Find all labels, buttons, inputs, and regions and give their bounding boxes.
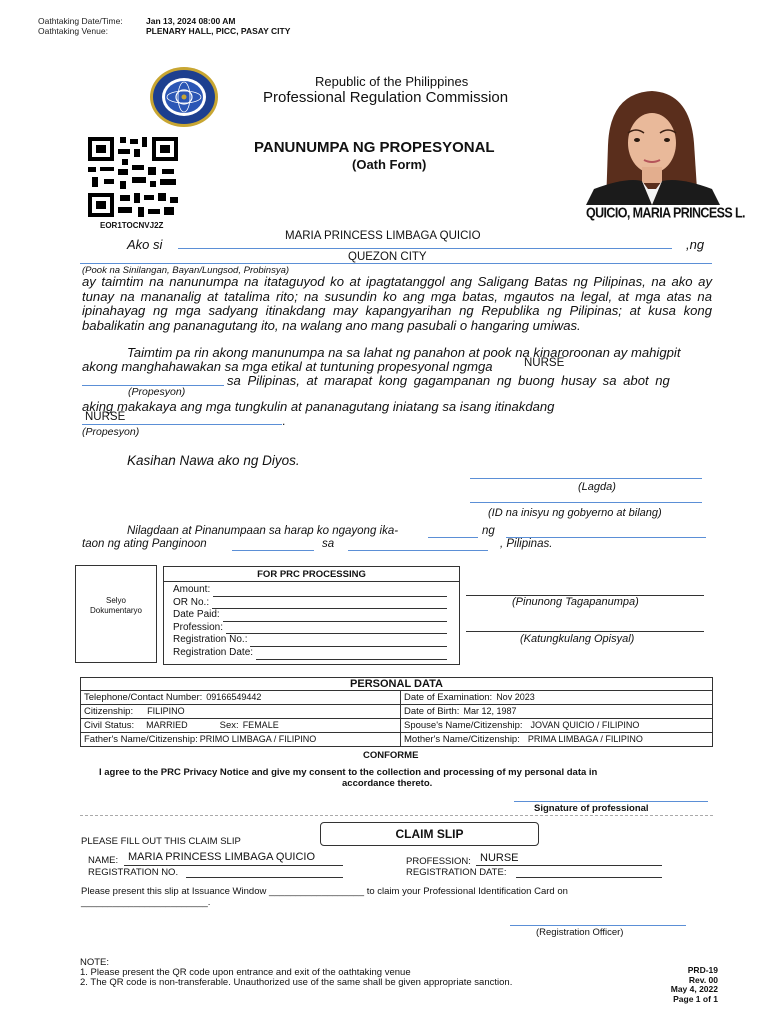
oath-paragraph-2-line-3: sa Pilipinas, at marapat kong gagampanan ng buong husay sa abot ng (227, 373, 670, 388)
katungkulang-line (466, 631, 704, 632)
dob-value: Mar 12, 1987 (463, 706, 517, 716)
lagda-label: (Lagda) (578, 481, 616, 493)
claim-profession-line (476, 865, 662, 866)
sa-text: sa (322, 538, 335, 550)
nilagdaan-text: Nilagdaan at Pinanumpaan sa harap ko ngayong ika- (127, 525, 399, 537)
prc-or-no-field[interactable]: OR No.: (173, 597, 447, 610)
nilagdaan-ng: ng (482, 525, 495, 537)
claim-present-text: Please present this slip at Issuance Window __________________ to claim your Professional Identification Card on (81, 886, 568, 897)
claim-profession-value: NURSE (480, 852, 519, 864)
civil-status-cell: Civil Status: MARRIED Sex: FEMALE (81, 719, 401, 733)
oath-paragraph-2-line-1: Taimtim pa rin akong manunumpa na sa lahat ng panahon at pook na kinaroroonan ay mahigpit (127, 345, 681, 360)
note-title: NOTE: (80, 957, 110, 968)
claim-profession-label: PROFESSION: (406, 856, 471, 867)
qr-code-text: EOR1TOCNVJ2Z (100, 221, 164, 230)
form-title: PANUNUMPA NG PROPESYONAL (254, 139, 495, 156)
ng-label: ,ng (686, 237, 705, 252)
telephone-value: 09166549442 (206, 692, 262, 702)
oathtaking-date-label: Oathtaking Date/Time: (38, 16, 123, 26)
katungkulang-label: (Katungkulang Opisyal) (520, 633, 635, 645)
personal-data-table (80, 677, 713, 747)
registration-officer-label: (Registration Officer) (536, 927, 624, 938)
form-rev: Rev. 00 (688, 974, 718, 985)
id-label: (ID na inisyu ng gobyerno at bilang) (488, 507, 662, 519)
year-line (232, 550, 314, 551)
qr-code (88, 137, 178, 217)
form-page: Page 1 of 1 (673, 993, 718, 1004)
citizenship-value: FILIPINO (147, 706, 185, 716)
claim-slip-instruction: PLEASE FILL OUT THIS CLAIM SLIP (81, 836, 241, 847)
oathtaking-venue-label: Oathtaking Venue: (38, 26, 108, 36)
pook-label: (Pook na Sinilangan, Bayan/Lungsod, Probinsya) (82, 265, 290, 276)
place-line (348, 550, 488, 551)
oath-paragraph-2-line-2: akong manghahawakan sa mga etikal at tuntuning propesyonal ngmga (82, 359, 493, 374)
oathtaking-date-value: Jan 13, 2024 08:00 AM (146, 16, 236, 26)
claim-name-line (124, 865, 343, 866)
photo-name-caption: QUICIO, MARIA PRINCESS L. (586, 204, 745, 222)
father-cell: Father's Name/Citizenship: PRIMO LIMBAGA / FILIPINO (81, 733, 401, 747)
spouse-cell: Spouse's Name/Citizenship: JOVAN QUICIO / FILIPINO (401, 719, 713, 733)
oath-paragraph-1: ay taimtim na nanunumpa na itataguyod ko at ipagtatanggol ang Saligang Batas ng Pilipinas, na ako ay tunay na mananalig at tatalima rito; na susundin ko ang mga batas, mgautos na legal, at mga atas na ipinahayag ng mga sadyang itinakdang may kapangyarihan ng Republika ng Pilipinas; at kusa kong babalikatin ang pananagutang ito, na walang ano mang pasubali o hangaring umiwas. (82, 274, 712, 333)
spouse-value: JOVAN QUICIO / FILIPINO (530, 720, 640, 730)
birthplace-line (80, 263, 712, 264)
prc-seal-logo (148, 66, 220, 128)
cut-line (80, 815, 713, 816)
form-subtitle: (Oath Form) (352, 157, 427, 172)
conforme-title: CONFORME (363, 750, 419, 761)
registration-officer-line (510, 925, 686, 926)
sex-value: FEMALE (242, 720, 279, 730)
profession-value-2: NURSE (85, 411, 126, 423)
name-line (178, 248, 672, 249)
claim-name-label: NAME: (88, 855, 119, 866)
kasihan-text: Kasihan Nawa ako ng Diyos. (127, 453, 300, 468)
conforme-text-1: I agree to the PRC Privacy Notice and give my consent to the collection and processing of my personal data in (99, 767, 598, 778)
prc-registration-no-field[interactable]: Registration No.: (173, 634, 447, 647)
prc-registration-date-field[interactable]: Registration Date: (173, 647, 447, 660)
citizenship-cell: Citizenship: FILIPINO (81, 705, 401, 719)
oath-full-name: MARIA PRINCESS LIMBAGA QUICIO (285, 230, 481, 242)
exam-date-value: Nov 2023 (496, 692, 535, 702)
dokumentaryo-label: Dokumentaryo (89, 606, 143, 615)
agency-prc: Professional Regulation Commission (263, 89, 509, 106)
taon-text: taon ng ating Panginoon (82, 538, 207, 550)
pilipinas-text: , Pilipinas. (500, 538, 553, 550)
claim-name-value: MARIA PRINCESS LIMBAGA QUICIO (128, 851, 316, 863)
prc-processing-fields (164, 582, 459, 660)
personal-data-title: PERSONAL DATA (81, 678, 713, 691)
prc-processing-box (163, 566, 460, 665)
note-item-1: 1. Please present the QR code upon entrance and exit of the oathtaking venue (80, 967, 411, 978)
claim-regno-label: REGISTRATION NO. (88, 867, 179, 878)
signature-label: Signature of professional (534, 803, 649, 814)
id-line (470, 502, 702, 503)
agency-republic: Republic of the Philippines (315, 74, 469, 89)
birthplace-value: QUEZON CITY (348, 251, 427, 263)
ako-si-label: Ako si (127, 237, 163, 252)
prc-profession-field[interactable]: Profession: (173, 622, 447, 635)
prc-amount-field[interactable]: Amount: (173, 584, 447, 597)
conforme-text-2: accordance thereto. (342, 778, 433, 789)
prc-date-paid-field[interactable]: Date Paid: (173, 609, 447, 622)
period-mark: . (282, 414, 286, 428)
oath-paragraph-2-line-4: aking makakaya ang mga tungkulin at pananagutang iniatang sa isang itinakdang (82, 399, 555, 414)
day-line (428, 537, 478, 538)
propesyon-label-2: (Propesyon) (82, 426, 140, 438)
claim-present-text-2: ________________________. (81, 897, 211, 908)
father-value: PRIMO LIMBAGA / FILIPINO (199, 734, 317, 744)
civil-status-value: MARRIED (146, 720, 188, 730)
selyo-dokumentaryo-box (75, 565, 157, 663)
prc-processing-title: FOR PRC PROCESSING (164, 567, 459, 582)
dob-cell: Date of Birth: Mar 12, 1987 (401, 705, 713, 719)
form-date: May 4, 2022 (670, 984, 718, 995)
id-photo (586, 85, 720, 205)
profession-line-2 (82, 424, 282, 425)
pinunong-label: (Pinunong Tagapanumpa) (512, 596, 639, 608)
propesyon-label-1: (Propesyon) (128, 386, 186, 398)
exam-date-cell: Date of Examination: Nov 2023 (401, 691, 713, 705)
profession-value-1: NURSE (524, 357, 565, 369)
telephone-cell: Telephone/Contact Number: 09166549442 (81, 691, 401, 705)
oathtaking-venue-value: PLENARY HALL, PICC, PASAY CITY (146, 26, 291, 36)
signature-line (514, 801, 708, 802)
claim-regno-line (186, 877, 343, 878)
form-info (640, 966, 718, 1004)
claim-regdate-label: REGISTRATION DATE: (406, 867, 507, 878)
lagda-line (470, 478, 702, 479)
mother-cell: Mother's Name/Citizenship: PRIMA LIMBAGA / FILIPINO (401, 733, 713, 747)
form-code: PRD-19 (687, 965, 718, 975)
mother-value: PRIMA LIMBAGA / FILIPINO (527, 734, 643, 744)
claim-slip-title: CLAIM SLIP (320, 822, 539, 846)
note-item-2: 2. The QR code is non-transferable. Unauthorized use of the same shall be given appropriate sanction. (80, 977, 513, 988)
claim-regdate-line (516, 877, 662, 878)
selyo-label: Selyo (105, 596, 126, 605)
